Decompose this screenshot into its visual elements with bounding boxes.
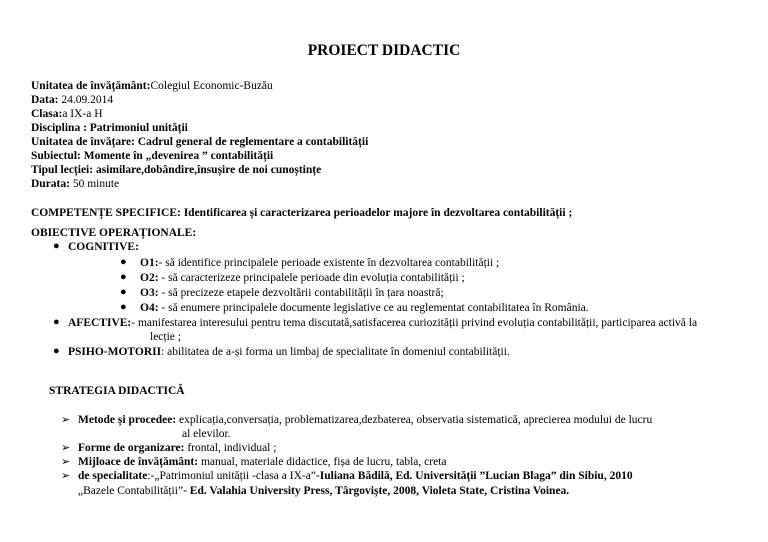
bullet-dot-icon: ● xyxy=(120,256,127,268)
objective-code: O1: xyxy=(140,257,159,269)
specialitate-line xyxy=(78,469,633,483)
unitate-value: Colegiul Economic-Buzău xyxy=(150,80,273,92)
bullet-dot-icon: ● xyxy=(120,271,127,283)
afective-label: AFECTIVE: xyxy=(68,317,132,329)
specialitate-reference-1: Iuliana Bădilă, Ed. Universității ”Lucian Blaga” din Sibiu, 2010 xyxy=(319,470,633,482)
strategia-heading: STRATEGIA DIDACTICĂ xyxy=(49,385,185,397)
mijloace-text: manual, materiale didactice, fișa de lucru, tabla, creta xyxy=(198,456,447,468)
forme-line xyxy=(78,441,276,455)
mijloace-label: Mijloace de învățământ: xyxy=(78,456,199,468)
specialitate-label: de specialitate xyxy=(78,470,148,482)
data-value: 24.09.2014 xyxy=(58,94,114,106)
durata-value: 50 minute xyxy=(69,178,120,190)
specialitate-reference-2: - Ed. Valahia University Press, Târgoviște, 2008, Violeta State, Cristina Voinea. xyxy=(183,485,570,497)
objective-text: - să identifice principalele perioade existente în dezvoltarea contabilității ; xyxy=(158,257,500,269)
afective-line xyxy=(68,316,697,330)
cognitive-label: COGNITIVE: xyxy=(68,241,139,253)
unitate-line xyxy=(31,79,273,93)
forme-label: Forme de organizare: xyxy=(78,442,185,454)
metode-continuation: al elevilor. xyxy=(182,428,231,440)
objective-text: - să caracterizeze principalele perioade din evoluția contabilității ; xyxy=(158,272,465,284)
clasa-line xyxy=(31,107,103,121)
data-label: Data: xyxy=(31,94,59,106)
page-title: PROIECT DIDACTIC xyxy=(307,42,461,59)
objective-text: - să enumere principalele documente legislative ce au reglementat contabilitatea în România. xyxy=(158,302,589,314)
subiectul-line: Subiectul: Momente în „devenirea ” contabilității xyxy=(31,150,274,162)
arrow-bullet-icon: ➢ xyxy=(61,456,71,468)
objective-o4 xyxy=(140,301,589,315)
objective-o2 xyxy=(140,271,465,285)
durata-label: Durata: xyxy=(31,178,70,190)
afective-text: - manifestarea interesului pentru tema discutată,satisfacerea curiozității privind evoluția contabilității, participarea activă la xyxy=(131,317,698,329)
data-line xyxy=(31,93,113,107)
forme-text: frontal, individual ; xyxy=(184,442,277,454)
bullet-dot-icon: ● xyxy=(120,301,127,313)
competente-line: COMPETENȚE SPECIFICE: Identificarea și caracterizarea perioadelor majore în dezvoltarea contabilității ; xyxy=(31,207,573,219)
psiho-text: : abilitatea de a-și forma un limbaj de specialitate în domeniul contabilității. xyxy=(161,346,510,358)
arrow-bullet-icon: ➢ xyxy=(61,414,71,426)
objective-code: O3: xyxy=(140,287,159,299)
clasa-label: Clasa: xyxy=(31,108,63,120)
objective-o1 xyxy=(140,256,499,270)
arrow-bullet-icon: ➢ xyxy=(61,442,71,454)
objective-o3 xyxy=(140,286,444,300)
metode-line xyxy=(78,413,652,427)
objective-code: O2: xyxy=(140,272,159,284)
afective-continuation: lecție ; xyxy=(150,331,181,343)
clasa-value: a IX-a H xyxy=(62,108,103,120)
obiective-heading: OBIECTIVE OPERAȚIONALE: xyxy=(31,227,197,239)
unitatea-invatare-line: Unitatea de învățare: Cadrul general de reglementare a contabilității xyxy=(31,136,369,148)
bullet-dot-icon: ● xyxy=(120,286,127,298)
psiho-line xyxy=(68,345,510,359)
disciplina-line: Disciplina : Patrimoniul unității xyxy=(31,122,188,134)
psiho-label: PSIHO-MOTORII xyxy=(68,346,162,358)
specialitate-text: :-„Patrimoniul unității -clasa a IX-a”- xyxy=(147,470,320,482)
objective-text: - să precizeze etapele dezvoltării contabilității în țara noastră; xyxy=(158,287,444,299)
metode-text: explicația,conversația, problematizarea,dezbaterea, observatia sistematică, aprecierea modului de lucru xyxy=(176,414,653,426)
arrow-bullet-icon: ➢ xyxy=(61,470,71,482)
metode-label: Metode și procedee: xyxy=(78,414,177,426)
specialitate-continuation xyxy=(78,484,569,498)
unitate-label: Unitatea de învățământ: xyxy=(31,80,151,92)
mijloace-line xyxy=(78,455,447,469)
objective-code: O4: xyxy=(140,302,159,314)
bullet-dot-icon: ● xyxy=(53,316,60,328)
tipul-line: Tipul lecției: asimilare,dobândire,însușire de noi cunoștințe xyxy=(31,164,322,176)
durata-line xyxy=(31,177,119,191)
bullet-dot-icon: ● xyxy=(53,240,60,252)
specialitate-title-2: „Bazele Contabilității” xyxy=(78,485,184,497)
bullet-dot-icon: ● xyxy=(53,345,60,357)
